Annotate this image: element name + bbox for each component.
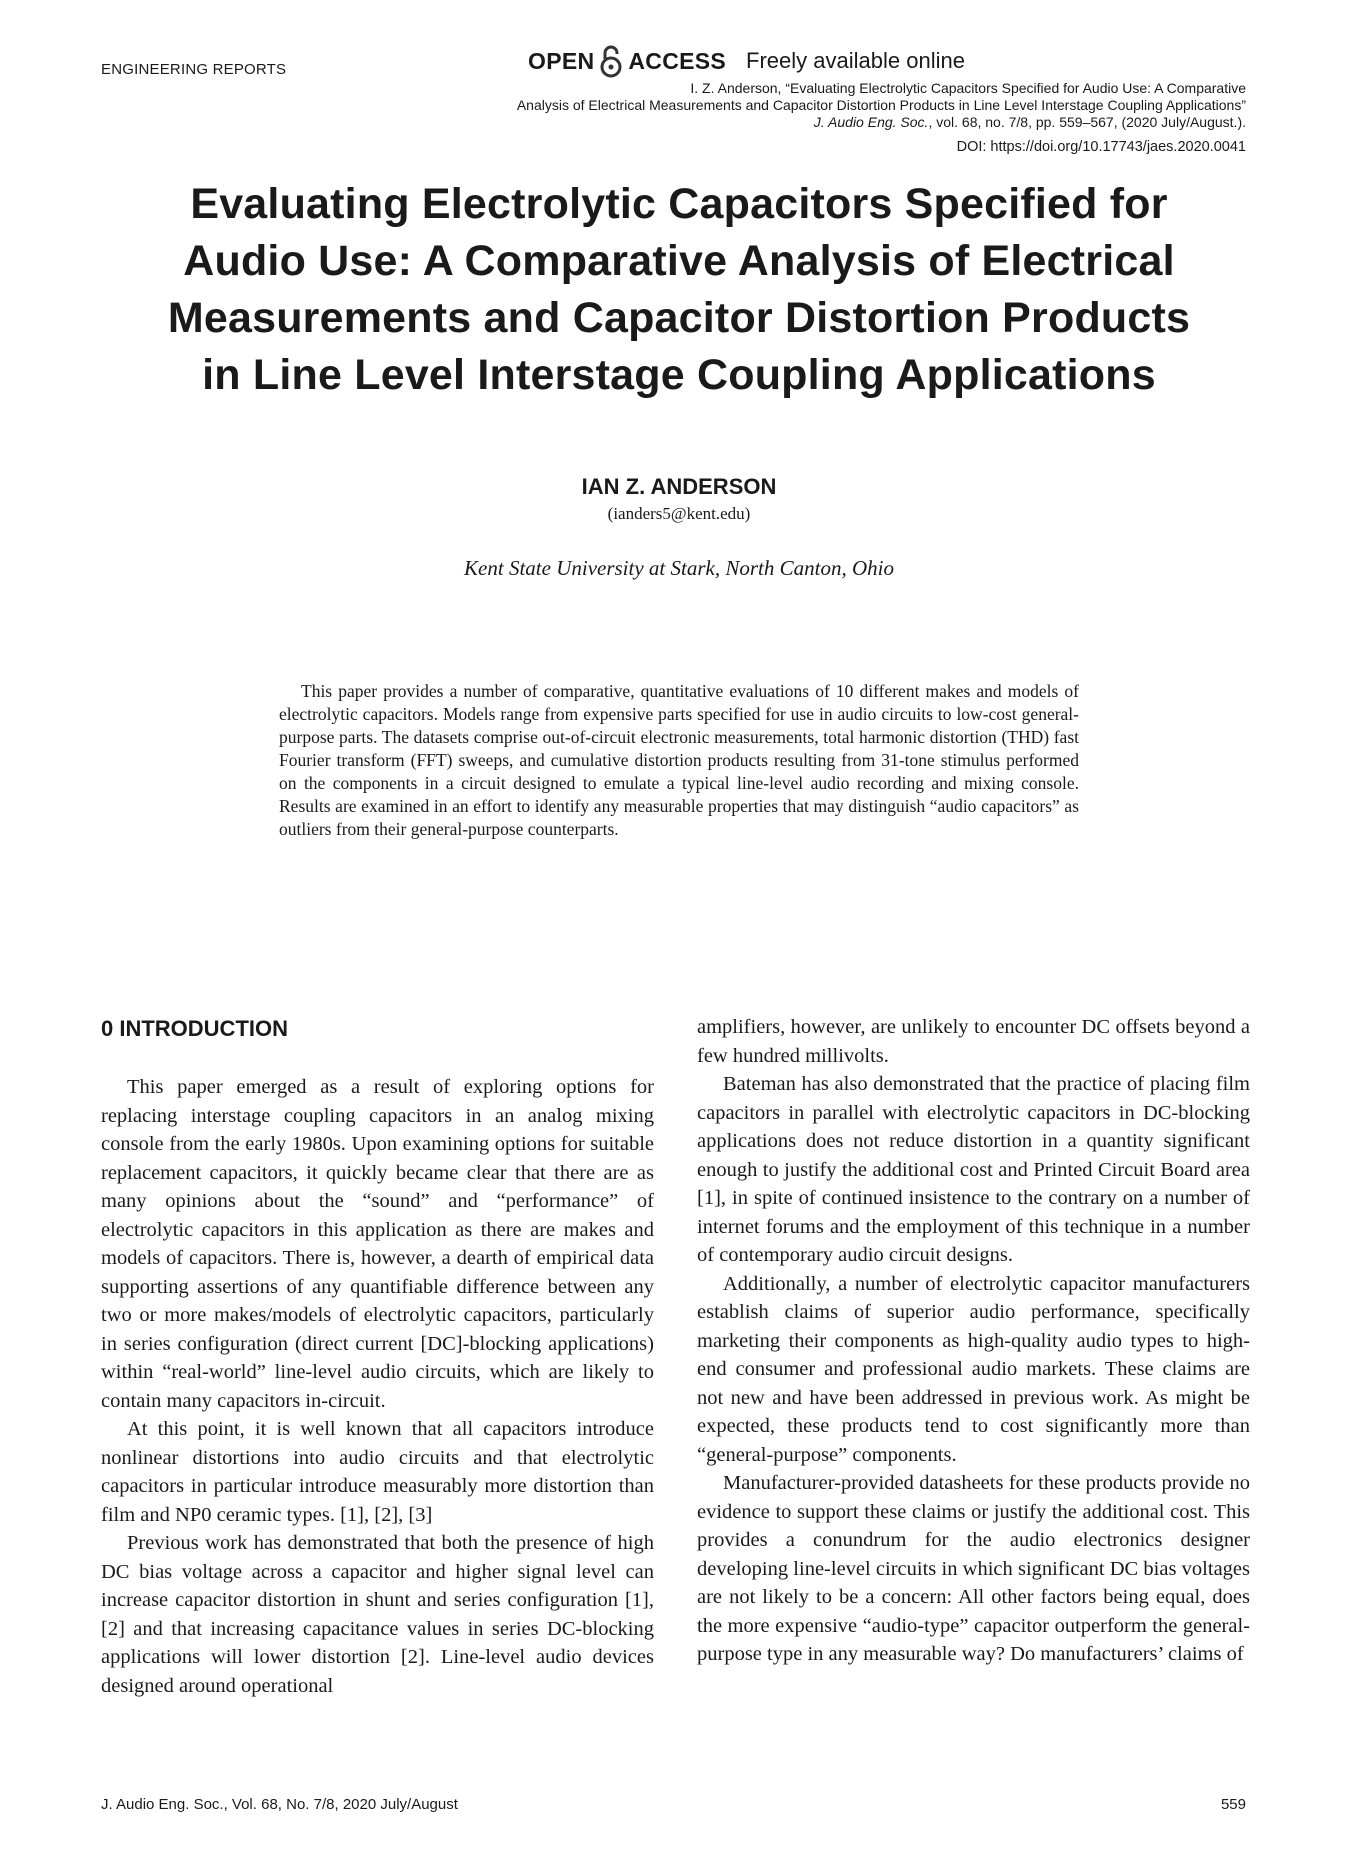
paragraph-continuation: amplifiers, however, are unlikely to encounter DC offsets beyond a few hundred millivolts. [697, 1016, 1250, 1067]
footer-journal-info: J. Audio Eng. Soc., Vol. 68, No. 7/8, 2020 July/August [101, 1796, 458, 1813]
section-label: ENGINEERING REPORTS [101, 61, 287, 78]
open-lock-icon [598, 44, 624, 78]
section-heading: 0 INTRODUCTION [101, 1016, 288, 1041]
author-email[interactable]: (ianders5@kent.edu) [607, 504, 751, 523]
paragraph: Manufacturer-provided datasheets for these products provide no evidence to support these claims or justify the additional cost. This provides a conundrum for the audio electronics designer developing line-level circuits in which significant DC bias voltages are not likely to be a concern: All other factors being equal, does the more expensive “audio-type” capacitor outperform the general-purpose type in any measurable way? Do manufacturers’ claims of [697, 1472, 1250, 1665]
title-line: in Line Level Interstage Coupling Applications [202, 351, 1156, 399]
title-line: Evaluating Electrolytic Capacitors Specified for [190, 180, 1168, 228]
citation-journal: J. Audio Eng. Soc. [813, 114, 929, 130]
page-number: 559 [1220, 1796, 1246, 1813]
paragraph: This paper emerged as a result of exploring options for replacing interstage coupling capacitors in an analog mixing console from the early 1980s. Upon examining options for suitable replacement capacitors, it quickly became clear that there are as many opinions about the “sound” and “performance” of electrolytic capacitors in this application as there are makes and models of capacitors. There is, however, a dearth of empirical data supporting assertions of any quantifiable difference between any two or more makes/models of electrolytic capacitors, particularly in series configuration (direct current [DC]-blocking applications) within “real-world” line-level audio circuits, which are likely to contain many capacitors in-circuit. [101, 1076, 654, 1412]
citation-details: , vol. 68, no. 7/8, pp. 559–567, (2020 July/August.). [928, 114, 1246, 130]
open-access-banner [528, 44, 965, 78]
open-label: OPEN [528, 47, 595, 74]
citation-line: Analysis of Electrical Measurements and Capacitor Distortion Products in Line Level Interstage Coupling Applications” [516, 97, 1246, 113]
paragraph: Previous work has demonstrated that both the presence of high DC bias voltage across a capacitor and higher signal level can increase capacitor distortion in shunt and series configuration [1], [2] and that increasing capacitance values in series DC-blocking applications will lower distortion [2]. Line-level audio devices designed around operational [101, 1532, 654, 1697]
citation-line [246, 114, 1246, 131]
paper-title [90, 176, 1268, 404]
title-line: Measurements and Capacitor Distortion Products [167, 294, 1191, 342]
abstract: This paper provides a number of comparative, quantitative evaluations of 10 different makes and models of electrolytic capacitors. Models range from expensive parts specified for use in audio circuits to low-cost general-purpose parts. The datasets comprise out-of-circuit electronic measurements, total harmonic distortion (THD) fast Fourier transform (FFT) sweeps, and cumulative distortion products resulting from 31-tone stimulus performed on the components in a circuit designed to emulate a typical line-level audio recording and mixing console. Results are examined in an effort to identify any measurable properties that may distinguish “audio capacitors” as outliers from their general-purpose counterparts. [279, 681, 1079, 839]
citation-block [246, 80, 1246, 131]
access-label: ACCESS [628, 47, 727, 74]
right-column [697, 1013, 1250, 1669]
freely-available-label: Freely available online [746, 48, 965, 73]
author-affiliation: Kent State University at Stark, North Canton, Ohio [464, 556, 894, 580]
doi-link[interactable]: DOI: https://doi.org/10.17743/jaes.2020.0041 [956, 139, 1246, 155]
title-line: Audio Use: A Comparative Analysis of Electrical [183, 237, 1175, 285]
author-name: IAN Z. ANDERSON [581, 474, 777, 499]
paragraph: Bateman has also demonstrated that the practice of placing film capacitors in parallel with electrolytic capacitors in DC-blocking applications does not reduce distortion in a quantity significant enough to justify the additional cost and Printed Circuit Board area [1], in spite of continued insistence to the contrary on a number of internet forums and the employment of this technique in a number of contemporary audio circuit designs. [697, 1073, 1250, 1266]
paragraph: Additionally, a number of electrolytic capacitor manufacturers establish claims of superior audio performance, specifically marketing their components as high-quality audio types to high-end consumer and professional audio markets. These claims are not new and have been addressed in previous work. As might be expected, these products tend to cost significantly more than “general-purpose” components. [697, 1272, 1250, 1466]
paragraph: At this point, it is well known that all capacitors introduce nonlinear distortions into audio circuits and that electrolytic capacitors in particular introduce measurably more distortion than film and NP0 ceramic types. [1], [2], [3] [101, 1418, 654, 1526]
left-column [101, 1073, 654, 1700]
citation-line: I. Z. Anderson, “Evaluating Electrolytic Capacitors Specified for Audio Use: A Comparative [690, 80, 1246, 96]
